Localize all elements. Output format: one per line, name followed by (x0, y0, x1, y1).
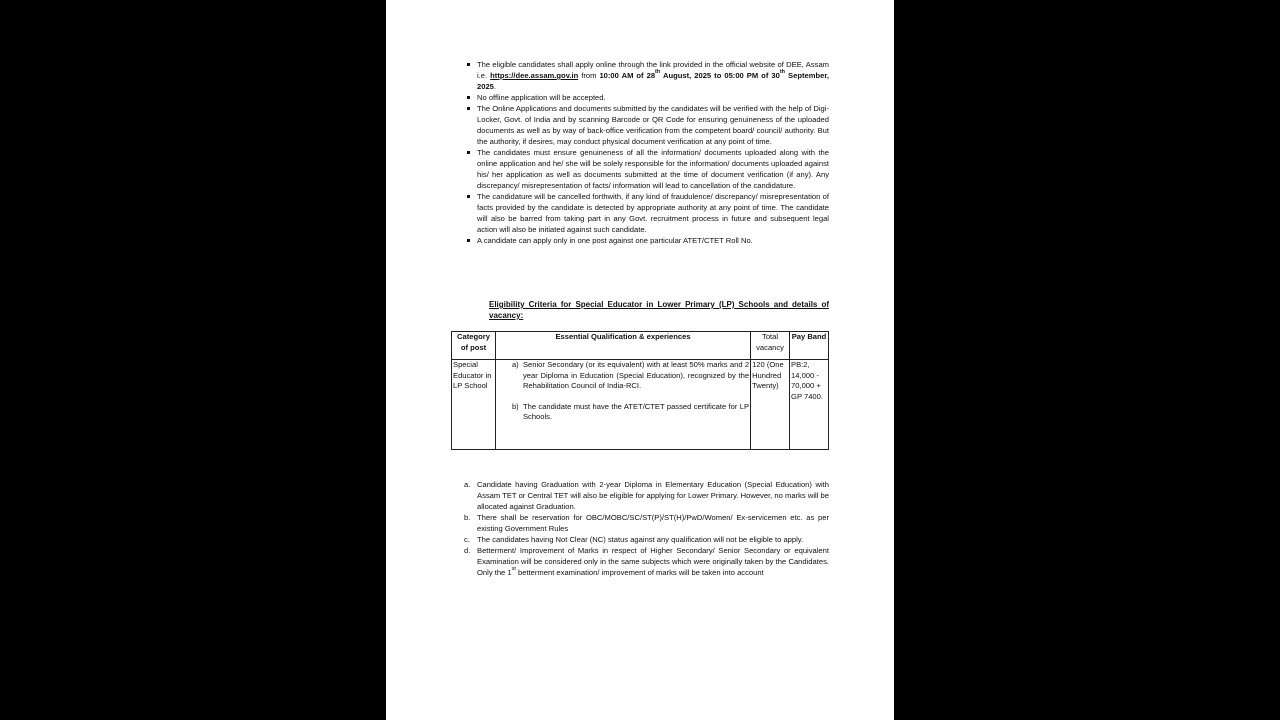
vacancy-table (451, 331, 829, 450)
bullet-item: No offline application will be accepted. (466, 92, 829, 103)
bullet-item: The candidates must ensure genuineness of all the information/ documents uploaded along with the online application and he/ she will be solely responsible for the information/ documents uploaded against his/ her application as well as documents submitted at the time of document verification (if any). Any discrepancy/ misrepresentation of facts/ information will lead to cancellation of the candidature. (466, 147, 829, 191)
dee-website-link[interactable]: https://dee.assam.gov.in (490, 71, 579, 80)
qualification-item: b) The candidate must have the ATET/CTET passed certificate for LP Schools. (511, 401, 750, 421)
table-row (452, 360, 829, 450)
header-qualification: Essential Qualification & experiences (495, 332, 750, 360)
header-vacancy: Total vacancy (751, 332, 790, 360)
bullet-text: The eligible candidates shall apply online through the link provided in the official website of DEE, Assam i.e. (477, 60, 829, 80)
note-item: d. Betterment/ Improvement of Marks in respect of Higher Secondary/ Senior Secondary or equivalent Examination will be considered only in the same subjects which were originally taken by the Candidates. Only the 1st betterment examination/ improvement of marks will be taken into account (464, 546, 829, 577)
eligibility-heading: Eligibility Criteria for Special Educator in Lower Primary (LP) Schools and details of vacancy: (489, 300, 829, 320)
header-pay-band: Pay Band (790, 332, 829, 360)
bullet-item: The eligible candidates shall apply online through the link provided in the official website of DEE, Assam i.e. https://dee.assam.gov.in from 10:00 AM of 28th August, 2025 to 05:00 PM of 30th September, 2025. (466, 59, 829, 92)
cell-pay-band: PB:2, 14,000 - 70,000 + GP 7400. (790, 360, 829, 450)
qualification-item: a) Senior Secondary (or its equivalent) with at least 50% marks and 2 year Diploma in Education (Special Education), recognized by the Rehabilitation Council of India-RCI. (511, 360, 750, 390)
bullet-text: from (578, 71, 600, 80)
cell-category: Special Educator in LP School (452, 360, 496, 450)
application-window-dates: 10:00 AM of 28th August, 2025 to 05:00 PM of 30th September, 2025 (477, 69, 829, 91)
bullet-item: The Online Applications and documents submitted by the candidates will be verified with the help of Digi-Locker, Govt. of India and by scanning Barcode or QR Code for ensuring genuineness of the uploaded documents as well as by way of back-office verification from the competent board/ council/ authority. But the authority, if desires, may conduct physical document verification at any point of time. (466, 103, 829, 147)
cell-qualification (495, 360, 750, 450)
note-item: b. There shall be reservation for OBC/MOBC/SC/ST(P)/ST(H)/PwD/Women/ Ex-servicemen etc. as per existing Government Rules (464, 513, 829, 533)
header-category: Category of post (452, 332, 496, 360)
bullet-item: A candidate can apply only in one post against one particular ATET/CTET Roll No. (466, 235, 829, 246)
note-item: c. The candidates having Not Clear (NC) status against any qualification will not be eligible to apply. (464, 535, 804, 544)
bullet-item: The candidature will be cancelled forthwith, if any kind of fraudulence/ discrepancy/ misrepresentation of facts provided by the candidate is detected by appropriate authority at any point of time. The candidate will also be barred from taking part in any Govt. recruitment process in future and subsequent legal action will also be initiated against such candidate. (466, 191, 829, 235)
table-header-row (452, 332, 829, 360)
cell-vacancy: 120 (One Hundred Twenty) (751, 360, 790, 450)
note-item: a. Candidate having Graduation with 2-year Diploma in Elementary Education (Special Education) with Assam TET or Central TET will also be eligible for applying for Lower Primary. However, no marks will be allocated against Graduation. (464, 480, 829, 511)
instruction-bullet-list (466, 59, 829, 246)
notes-list (464, 479, 829, 578)
